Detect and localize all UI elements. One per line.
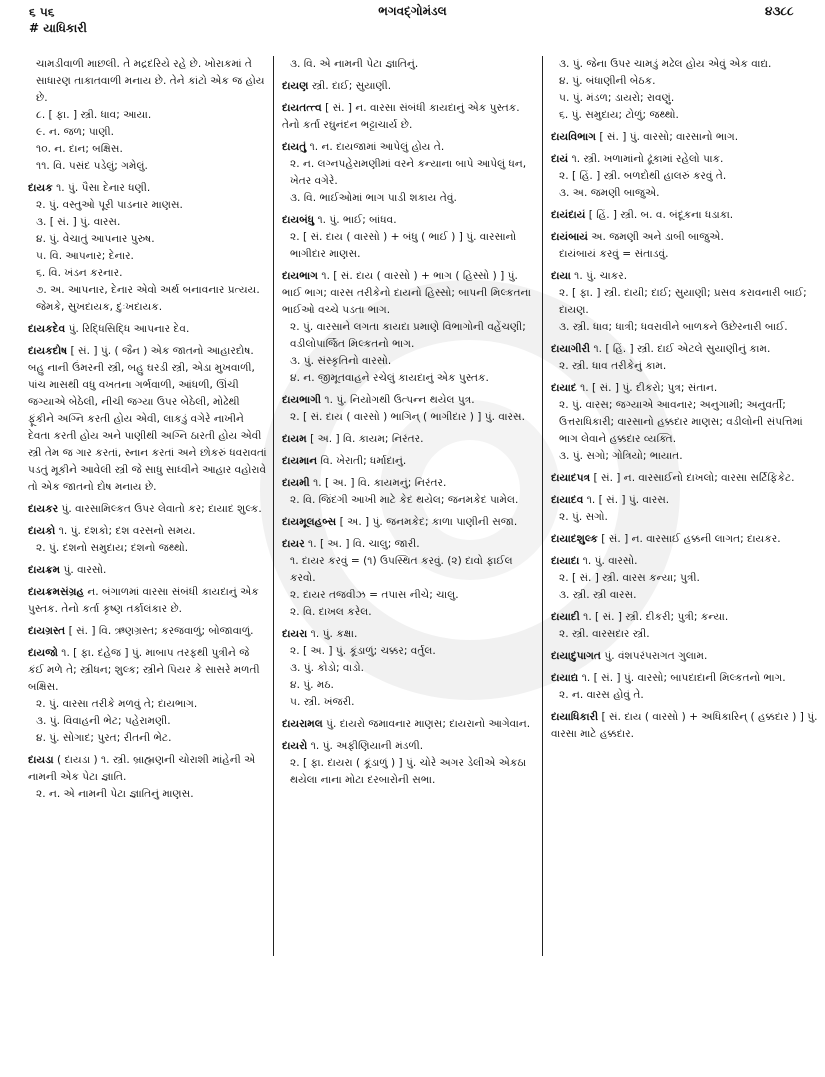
definition-text: ૩. સ્ત્રી. ધાવ; ધાત્રી; ધવરાવીને બાળકને ઉછેરનારી બાઈ. <box>559 321 788 333</box>
headword: દાયબંધુ <box>282 214 315 226</box>
definition-text: ૨. [ અ. ] પું. કૂંડાળું; ચક્કર; વર્તુલ. <box>290 645 436 657</box>
entry-line <box>551 570 818 587</box>
entry-line <box>551 492 818 509</box>
entry-line <box>28 501 267 518</box>
entry-line <box>28 124 267 141</box>
definition-text: ૩. પું. સગો; ગોત્રિયો; ભાયાત. <box>559 450 683 462</box>
dictionary-columns <box>28 56 818 1066</box>
dictionary-entry <box>282 139 534 207</box>
entry-line <box>282 604 534 621</box>
dictionary-entry <box>551 151 818 202</box>
entry-line <box>551 670 818 687</box>
entry-line <box>282 453 534 470</box>
definition-text: ૩. [ સં. ] પું. વારસ. <box>36 216 121 228</box>
headword: દાયંબાયં <box>551 231 588 243</box>
definition-text: [ સં. ] ન. વારસાઈનો દાખલો; વારસા સર્ટિફિકેટ. <box>593 472 795 484</box>
entry-line <box>551 185 818 202</box>
definition-text: પું. રિદ્ધિસિદ્ધિ આપનાર દેવ. <box>68 323 190 335</box>
definition-text: ૩. પું. જેના ઉપર ચામડું મઢેલ હોય એવું એક વાદ્ય. <box>559 58 772 70</box>
dictionary-entry <box>28 56 267 175</box>
entry-line <box>28 321 267 338</box>
dictionary-entry <box>282 716 534 733</box>
definition-text: ૧. [ અ. ] વિ. કાયમનું; નિરંતર. <box>313 477 447 489</box>
entry-line <box>551 56 818 73</box>
entry-line <box>282 755 534 789</box>
dictionary-entry <box>551 380 818 465</box>
headword: દાયકદેવ <box>28 323 66 335</box>
definition-text: ૧. ન. દાયજામાં આપેલું હોય તે. <box>309 141 445 153</box>
definition-text: ૧. દાયર કરવું = (૧) ઉપસ્થિત કરવું. (૨) દાવો ફાઈલ કરવો. <box>290 555 513 584</box>
entry-line <box>28 645 267 696</box>
entry-line <box>28 752 267 786</box>
dictionary-entry <box>282 453 534 470</box>
entry-line <box>282 190 534 207</box>
dictionary-entry <box>551 268 818 336</box>
entry-line <box>551 207 818 224</box>
definition-text: દાયંબાયં કરવું = સંતાડવું. <box>559 248 669 260</box>
definition-text: [ અ. ] વિ. કાયમ; નિરંતર. <box>310 433 424 445</box>
entry-line <box>551 107 818 124</box>
entry-line <box>282 626 534 643</box>
headword: દાયક્રમસંગ્રહ <box>28 586 84 598</box>
column-middle <box>273 56 543 956</box>
definition-text: ૫. પું. મંડળ; ડાયરો; રાવણું. <box>559 92 675 104</box>
definition-text: ૨. [ સં. ] સ્ત્રી. વારસ કન્યા; પુત્રી. <box>559 572 700 584</box>
definition-text: ૧. [ સં. ] સ્ત્રી. દીકરી; પુત્રી; કન્યા. <box>583 611 729 623</box>
entry-line <box>282 587 534 604</box>
definition-text: ૨. પું. સગો. <box>559 511 608 523</box>
headword: દાયકદોષ <box>28 345 68 357</box>
headword: દાયક <box>28 182 53 194</box>
dictionary-entry <box>282 514 534 531</box>
headword: દાયતું <box>282 141 307 153</box>
dictionary-entry <box>28 562 267 579</box>
definition-text: ૧. પું. ભાઈ; બાંધવ. <box>317 214 397 226</box>
definition-text: ૩. વિ. એ નામની પેટા જ્ઞાતિનું. <box>290 58 419 70</box>
entry-line <box>282 409 534 426</box>
headword: દાયા <box>551 270 571 282</box>
dictionary-entry <box>282 268 534 387</box>
dictionary-entry <box>551 553 818 604</box>
headword: દાયાદી <box>551 611 580 623</box>
definition-text: ૨. [ ફા. દાયરા ( કૂંડાળું ) ] પું. ચોરે અગર ડેલીએ એકઠા થયેલા નાના મોટા દરબારોની સભા. <box>290 757 527 786</box>
definition-text: ૮. [ ફા. ] સ્ત્રી. ધાવ; આયા. <box>36 109 152 121</box>
headword: દાયાદવ <box>551 494 584 506</box>
entry-line <box>551 246 818 263</box>
dictionary-entry <box>28 343 267 496</box>
entry-line <box>282 643 534 660</box>
definition-text: [ સં. ] પું. વારસો; વારસાનો ભાગ. <box>599 131 739 143</box>
headword: દાયજો <box>28 647 58 659</box>
headword: દાયડા <box>28 754 54 766</box>
entry-line <box>551 609 818 626</box>
definition-text: ૨. પું. વારસ; જગ્યાએ આવનાર; અનુગામી; અનુવર્તી; ઉત્તરાધિકારી; વારસાનો હક્કદાર માણસ; વડીલોની સંપત્તિમાં ભાગ લેવાને હક્કદાર વ્યક્તિ. <box>559 399 803 445</box>
entry-line <box>551 448 818 465</box>
headword: દાયાદ્ય <box>551 672 579 684</box>
definition-text: પું. વારસામિલ્કત ઉપર લેવાતો કર; દાયાદ શુલ્ક. <box>61 503 262 515</box>
entry-line <box>282 660 534 677</box>
entry-line <box>28 713 267 730</box>
entry-line <box>282 677 534 694</box>
definition-text: ૪. પું. સોગાદ; પુરત; રીતની ભેટ. <box>36 732 172 744</box>
entry-line <box>551 129 818 146</box>
entry-line <box>282 475 534 492</box>
dictionary-entry <box>551 229 818 263</box>
definition-text: ૨. સ્ત્રી. વારસદાર સ્ત્રી. <box>559 628 650 640</box>
definition-text: ૨. પું. વારસા તરીકે મળવું તે; દાયભાગ. <box>36 698 198 710</box>
entry-line <box>28 696 267 713</box>
headword: દાયવિભાગ <box>551 131 596 143</box>
dictionary-entry <box>551 56 818 124</box>
definition-text: ૩. અ. જમણી બાજુએ. <box>559 187 660 199</box>
dictionary-entry <box>551 492 818 526</box>
definition-text: ૨. ન. લગ્નપહેરામણીમાં વરને કન્યાના બાપે આપેલું ધન, ખેતર વગેરે. <box>290 158 527 187</box>
entry-line <box>28 141 267 158</box>
entry-line <box>28 265 267 282</box>
entry-line <box>551 358 818 375</box>
entry-line <box>282 514 534 531</box>
dictionary-entry <box>282 56 534 73</box>
headword: દાયાધિકારી <box>551 711 599 723</box>
definition-text: ૪. ન. જીમૂતવાહને રચેલું કાયદાનું એક પુસ્તક. <box>290 372 489 384</box>
definition-text: ૧. પું. નિયોગથી ઉત્પન્ન થયેલ પુત્ર. <box>324 394 475 406</box>
entry-line <box>551 397 818 448</box>
entry-line <box>551 341 818 358</box>
entry-line <box>28 730 267 747</box>
headword: દાયકર <box>28 503 59 515</box>
definition-text: ૩. સ્ત્રી. સ્ત્રી વારસ. <box>559 589 637 601</box>
entry-line <box>28 623 267 640</box>
definition-text: ૧. [ અ. ] વિ. ચાલુ; જારી. <box>308 538 420 550</box>
definition-text: ૯. ન. જળ; પાણી. <box>36 126 114 138</box>
headword: દાયમૂલહબ્સ <box>282 516 337 528</box>
definition-text: ૬. વિ. ખંડન કરનાર. <box>36 267 123 279</box>
entry-line <box>28 562 267 579</box>
entry-line <box>551 73 818 90</box>
headword: દાયાદુપાગત <box>551 650 601 662</box>
headword: દાયમ <box>282 433 307 445</box>
column-left <box>28 56 273 1066</box>
entry-line <box>551 90 818 107</box>
headword: દાયરા <box>282 628 308 640</box>
entry-line <box>282 716 534 733</box>
definition-text: ૪. પું. મઠ. <box>290 679 334 691</box>
entry-line <box>551 380 818 397</box>
definition-text: ૧. પું. કક્ષા. <box>310 628 358 640</box>
entry-line <box>551 553 818 570</box>
entry-line <box>282 78 534 95</box>
definition-text: ન. બંગાળમાં વારસા સંબંધી કાયદાનું એક પુસ્તક. તેનો કર્તા કૃષ્ણ તર્કાલંકાર છે. <box>28 586 259 615</box>
entry-line <box>282 370 534 387</box>
entry-line <box>282 553 534 587</box>
dictionary-entry <box>282 431 534 448</box>
definition-text: ૨. [ સં. દાય ( વારસો ) + બંધુ ( ભાઈ ) ] પું. વારસાનો ભાગીદાર માણસ. <box>290 231 517 260</box>
headword: દાયં <box>551 153 569 165</box>
entry-line <box>282 536 534 553</box>
entry-line <box>282 156 534 190</box>
entry-line <box>551 268 818 285</box>
definition-text: ( દાયડા ) ૧. સ્ત્રી. બ્રાહ્મણની ચોરાશી માંહેની એ નામની એક પેટા જ્ઞાતિ. <box>28 754 256 783</box>
dictionary-entry <box>28 501 267 518</box>
page-header <box>0 0 825 40</box>
definition-text: ૧. પું. દશકો; દશ વરસનો સમય. <box>58 525 196 537</box>
entry-line <box>282 738 534 755</box>
headword: દાયક્રમ <box>28 564 61 576</box>
headword: દાયમી <box>282 477 310 489</box>
headword: દાયંદાયં <box>551 209 586 221</box>
definition-text: ૭. અ. આપનાર, દેનાર એવો અર્થ બનાવનાર પ્રત્યય. જેમકે, સુખદાયક, દુઃખદાયક. <box>36 284 260 313</box>
entry-line <box>551 648 818 665</box>
entry-line <box>28 214 267 231</box>
definition-text: સ્ત્રી. દાઈ; સુયાણી. <box>311 80 392 92</box>
dictionary-entry <box>28 584 267 618</box>
dictionary-entry <box>282 100 534 134</box>
entry-line <box>282 139 534 156</box>
definition-text: ૧. પું. પૈસા દેનાર ધણી. <box>56 182 151 194</box>
dictionary-entry <box>282 626 534 711</box>
headword: દાયમાન <box>282 455 318 467</box>
definition-text: પું. વંશપરંપરાગત ગુલામ. <box>604 650 708 662</box>
entry-line <box>551 709 818 743</box>
headword: દાયભાગી <box>282 394 322 406</box>
dictionary-entry <box>282 78 534 95</box>
definition-text: ૩. પું. કોડો; વાડો. <box>290 662 364 674</box>
entry-line <box>551 531 818 548</box>
dictionary-entry <box>551 648 818 665</box>
definition-text: [ સં. ] ન. વારસા સંબંધી કાયદાનું એક પુસ્તક. તેનો કર્તા રઘુનંદન ભટ્ટાચાર્ય છે. <box>282 102 520 131</box>
definition-text: [ સં. દાય ( વારસો ) + અધિકારિન્ ( હક્કદાર ) ] પું. વારસા માટે હક્કદાર. <box>551 711 818 740</box>
dictionary-entry <box>28 645 267 747</box>
entry-line <box>282 56 534 73</box>
definition-text: ૩. વિ. ભાઈઓમાં ભાગ પાડી શકાય તેવું. <box>290 192 457 204</box>
definition-text: ૨. પું. દશનો સમુદાય; દશનો જથ્થો. <box>36 542 189 554</box>
dictionary-entry <box>28 180 267 316</box>
definition-text: [ સં. ] પું. ( જૈન ) એક જાતનો આહારદોષ. બહુ નાની ઉંમરની સ્ત્રી, બહુ ઘરડી સ્ત્રી, એડા મુખવાળી, પાંચ માસથી વધુ વખતના ગર્ભવાળી, આંધળી, ઊંચી જગ્યાએ બેઠેલી, નીચી જગ્યા ઉપર બેઠેલી, મોઢેથી ફૂંકીને અગ્નિ કરતી હોય એવી, લાકડું વગેરે નાખીને દેવતા કરતી હોય અને પાણીથી અગ્નિ ઠારતી હોય એવી સ્ત્રી તેમ જ ગાર કરતાં, સ્નાન કરતાં અને છોકરું ધવરાવતાં પડતું મૂકીને આવેલી સ્ત્રી જે સાધુ સાધ્વીને આહાર વહોરાવે તો એક જાતનો દોષ મનાય છે. <box>28 345 267 493</box>
definition-text: ૨. ન. વારસ હોવું તે. <box>559 689 644 701</box>
definition-text: ૧. [ ફા. દહેજ ] પું. માબાપ તરફથી પુત્રીને જે કંઈ મળે તે; સ્ત્રીધન; શુલ્ક; સ્ત્રીને પિયર કે સાસરે મળતી બક્ષિસ. <box>28 647 260 693</box>
headword: દાયાદ <box>551 382 577 394</box>
definition-text: પું. દાયરો જમાવનાર માણસ; દાયરાનો આગેવાન. <box>326 718 531 730</box>
entry-line <box>551 470 818 487</box>
entry-line <box>282 268 534 319</box>
entry-line <box>551 509 818 526</box>
definition-text: ૧. પું. વારસો. <box>582 555 638 567</box>
entry-line <box>282 229 534 263</box>
entry-line <box>28 540 267 557</box>
entry-line <box>282 431 534 448</box>
entry-line <box>282 392 534 409</box>
entry-line <box>28 197 267 214</box>
headword: દાયાગીરી <box>551 343 591 355</box>
definition-text: ૨. [ સં. દાય ( વારસો ) ભાગિન્ ( ભાગીદાર ) ] પું. વારસ. <box>290 411 525 423</box>
entry-line <box>28 180 267 197</box>
definition-text: [ અ. ] પું. જનમકેદ; કાળા પાણીની સજા. <box>339 516 518 528</box>
definition-text: ૧૧. વિ. પસંદ પડેલું; ગમેલું. <box>36 160 148 172</box>
entry-line <box>551 319 818 336</box>
entry-line <box>282 100 534 134</box>
entry-line <box>551 285 818 319</box>
definition-text: ૧. પું. ચાકર. <box>574 270 628 282</box>
definition-text: ચામડીવાળી માછલી. તે મદ્રદરિયે રહે છે. ખોરાકમાં તે સાધારણ તાકાતવાળી મનાય છે. તેને કાંટો એક જ હોય છે. <box>36 58 265 104</box>
dictionary-entry <box>28 752 267 803</box>
definition-text: ૪. પું. વેચાતું આપનાર પુરુષ. <box>36 233 155 245</box>
definition-text: અ. જમણી અને ડાબી બાજુએ. <box>591 231 724 243</box>
entry-line <box>282 353 534 370</box>
dictionary-entry <box>282 475 534 509</box>
dictionary-entry <box>28 523 267 557</box>
section-number: ૬ ૫૬ <box>29 5 55 19</box>
headword: દાયગ્રસ્ત <box>28 625 66 637</box>
definition-text: ૧. [ હિં. ] સ્ત્રી. દાઈ એટલે સુયાણીનું કામ. <box>593 343 771 355</box>
entry-line <box>28 248 267 265</box>
entry-line <box>28 282 267 316</box>
definition-text: [ સં. ] વિ. ઋણગ્રસ્ત; કરજવાળું; બોજાવાળું. <box>68 625 254 637</box>
definition-text: ૧૦. ન. દાન; બક્ષિસ. <box>36 143 123 155</box>
definition-text: ૧. સ્ત્રી. ખળામાંનો ઢૂંકામાં રહેલો પાક. <box>571 153 724 165</box>
definition-text: ૪. પું. બંધાણીની બેઠક. <box>559 75 656 87</box>
entry-line <box>28 107 267 124</box>
dictionary-entry <box>551 470 818 487</box>
definition-text: ૨. ન. એ નામની પેટા જ્ઞાતિનું માણસ. <box>36 788 194 800</box>
entry-line <box>551 229 818 246</box>
entry-line <box>551 151 818 168</box>
headword: દાયકો <box>28 525 56 537</box>
definition-text: ૨. પું. વસ્તુઓ પૂરી પાડનાર માણસ. <box>36 199 183 211</box>
definition-text: પું. વારસો. <box>63 564 107 576</box>
entry-line <box>28 231 267 248</box>
definition-text: ૨. પું. વારસાને લગતા કાયદા પ્રમાણે વિભાગોની વહેંચણી; વડીલોપાર્જિત મિલ્કતનો ભાગ. <box>290 321 526 350</box>
entry-line <box>28 584 267 618</box>
definition-text: ૧. [ સં. દાય ( વારસો ) + ભાગ ( હિસ્સો ) ] પું. ભાઈ ભાગ; વારસ તરીકેનો દાયનો હિસ્સો; બાપની મિલ્કતના ભાઈઓ વચ્ચે પડતા ભાગ. <box>282 270 531 316</box>
entry-line <box>551 587 818 604</box>
definition-text: ૩. પું. સંસ્કૃતિનો વારસો. <box>290 355 392 367</box>
definition-text: ૨. [ ફા. ] સ્ત્રી. દાયી; દાઈ; સુયાણી; પ્રસવ કરાવનારી બાઈ; દાયણ. <box>559 287 807 316</box>
entry-line <box>28 523 267 540</box>
headword: દાયર <box>282 538 305 550</box>
entry-line <box>551 626 818 643</box>
definition-text: ૨. સ્ત્રી. ધાવ તરીકેનું કામ. <box>559 360 667 372</box>
entry-line <box>282 694 534 711</box>
running-head-word: # યાધિકારી <box>29 21 87 35</box>
entry-line <box>551 687 818 704</box>
dictionary-entry <box>282 212 534 263</box>
dictionary-entry <box>28 623 267 640</box>
dictionary-entry <box>551 129 818 146</box>
dictionary-entry <box>551 531 818 548</box>
definition-text: ૫. સ્ત્રી. ખંજરી. <box>290 696 355 708</box>
definition-text: ૧. [ સં. ] પું. વારસો; બાપદાદાની મિલ્કતનો ભાગ. <box>581 672 786 684</box>
definition-text: ૧. [ સં. ] પું. દીકરો; પુત્ર; સંતાન. <box>580 382 718 394</box>
page-number: ૪૩૮૮ <box>765 4 794 18</box>
column-right <box>543 56 818 1066</box>
dictionary-entry <box>551 207 818 224</box>
entry-line <box>28 158 267 175</box>
definition-text: ૨. વિ. જિંદગી આખી માટે કેદ થયેલ; જનમકેદ પામેલ. <box>290 494 519 506</box>
dictionary-entry <box>28 321 267 338</box>
definition-text: ૧. પું. અફીણિયાની મંડળી. <box>310 740 424 752</box>
headword: દાયરો <box>282 740 308 752</box>
definition-text: ૧. [ સં. ] પું. વારસ. <box>586 494 670 506</box>
book-title: ભગવદ્ગોમંડલ <box>378 4 447 18</box>
headword: દાયાદા <box>551 555 580 567</box>
entry-line <box>282 492 534 509</box>
entry-line <box>282 212 534 229</box>
entry-line <box>28 343 267 496</box>
entry-line <box>282 319 534 353</box>
definition-text: ૨. વિ. દાખલ કરેલ. <box>290 606 372 618</box>
dictionary-entry <box>551 670 818 704</box>
headword: દાયભાગ <box>282 270 318 282</box>
entry-line <box>28 56 267 107</box>
entry-line <box>551 168 818 185</box>
headword: દાયતત્ત્વ <box>282 102 322 114</box>
dictionary-entry <box>282 392 534 426</box>
dictionary-entry <box>282 536 534 621</box>
dictionary-entry <box>551 341 818 375</box>
definition-text: ૨. દાયર તજવીઝ = તપાસ નીચે; ચાલુ. <box>290 589 459 601</box>
entry-line <box>28 786 267 803</box>
definition-text: ૩. પું. વિવાહની ભેટ; પહેરામણી. <box>36 715 171 727</box>
headword: દાયાદપત્ર <box>551 472 591 484</box>
headword: દાયરામલ <box>282 718 323 730</box>
definition-text: ૫. વિ. આપનાર; દેનાર. <box>36 250 134 262</box>
headword: દાયાદશુલ્ક <box>551 533 598 545</box>
definition-text: [ હિં. ] સ્ત્રી. બ. વ. બંદૂકના ધડાકા. <box>588 209 734 221</box>
dictionary-entry <box>282 738 534 789</box>
definition-text: ૬. પું. સમુદાય; ટોળું; જથ્થો. <box>559 109 679 121</box>
definition-text: ૨. [ હિં. ] સ્ત્રી. બળદોથી હાલરું કરવું તે. <box>559 170 727 182</box>
definition-text: [ સં. ] ન. વારસાઈ હક્કની લાગત; દાયકર. <box>601 533 781 545</box>
dictionary-entry <box>551 609 818 643</box>
dictionary-entry <box>551 709 818 743</box>
definition-text: વિ. ખેરાતી; ધર્માદાનું. <box>320 455 407 467</box>
headword: દાયણ <box>282 80 309 92</box>
